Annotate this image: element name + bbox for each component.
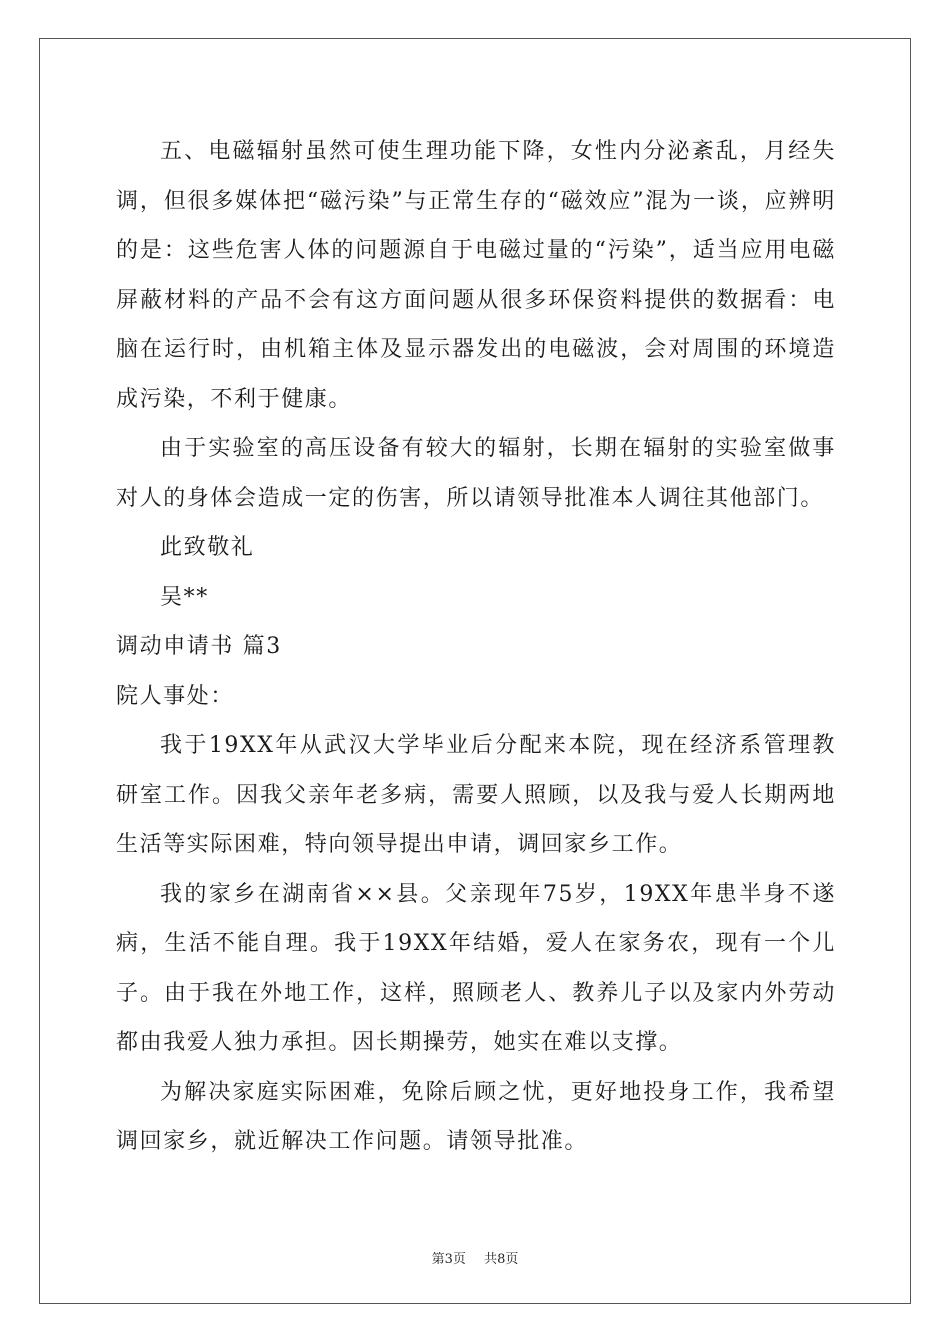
section-title: 调动申请书 篇3 [116, 634, 282, 659]
body-paragraph-1: 我于19XX年从武汉大学毕业后分配来本院，现在经济系管理教研室工作。因我父亲年老多病，需要人照顾，以及我与爱人长期两地生活等实际困难，特向领导提出申请，调回家乡工作。 [116, 733, 836, 857]
signature: 吴** [160, 584, 209, 610]
recipient: 院人事处： [116, 683, 235, 709]
closing-salutation: 此致敬礼 [160, 535, 255, 560]
page-footer [0, 1248, 950, 1267]
page-number: 第3页 [431, 1252, 466, 1267]
document-body [116, 127, 836, 1167]
body-paragraph-2: 我的家乡在湖南省××县。父亲现年75岁，19XX年患半身不遂病，生活不能自理。我于19XX年结婚，爱人在家务农，现有一个儿子。由于我在外地工作，这样，照顾老人、教养儿子以及家内外劳动都由我爱人独力承担。因长期操劳，她实在难以支撑。 [116, 881, 836, 1055]
page-total: 共8页 [484, 1252, 519, 1267]
paragraph-lab: 由于实验室的高压设备有较大的辐射，长期在辐射的实验室做事对人的身体会造成一定的伤害，所以请领导批准本人调往其他部门。 [116, 436, 836, 511]
body-paragraph-3: 为解决家庭实际困难，免除后顾之忧，更好地投身工作，我希望调回家乡，就近解决工作问题。请领导批准。 [116, 1079, 836, 1154]
paragraph-emr: 五、电磁辐射虽然可使生理功能下降，女性内分泌紊乱，月经失调，但很多媒体把“磁污染”与正常生存的“磁效应”混为一谈，应辨明的是：这些危害人体的问题源自于电磁过量的“污染”，适当应用电磁屏蔽材料的产品不会有这方面问题从很多环保资料提供的数据看：电脑在运行时，由机箱主体及显示器发出的电磁波，会对周围的环境造成污染，不利于健康。 [116, 139, 836, 412]
